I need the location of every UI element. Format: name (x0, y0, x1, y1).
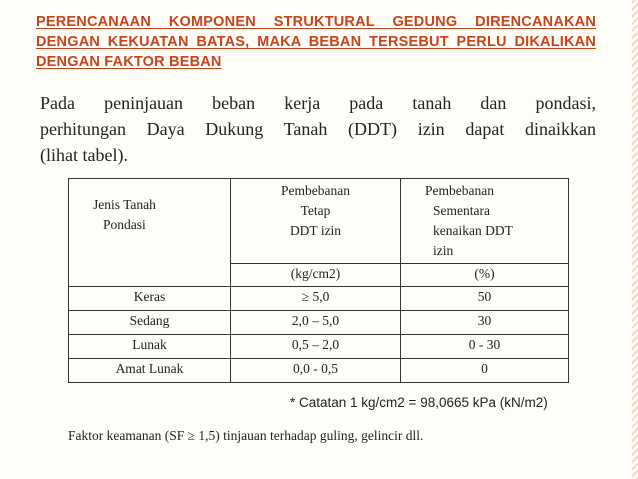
cell-kenaikan: 0 (401, 359, 569, 383)
cell-jenis: Lunak (69, 335, 231, 359)
title-line-2: DENGAN KEKUATAN BATAS, MAKA BEBAN TERSEBUT PERLU DIKALIKAN (36, 34, 596, 50)
cell-ddt: 2,0 – 5,0 (231, 311, 401, 335)
cell-jenis: Amat Lunak (69, 359, 231, 383)
header-sementara-line-3: kenaikan DDT (433, 223, 513, 238)
header-sementara-line-2: Sementara (433, 203, 490, 218)
cell-kenaikan: 30 (401, 311, 569, 335)
paragraph-line-2: perhitungan Daya Dukung Tanah (DDT) izin dapat dinaikkan (40, 119, 596, 139)
table-row (69, 335, 569, 359)
header-tetap-line-3: DDT izin (289, 223, 342, 238)
cell-ddt: ≥ 5,0 (231, 287, 401, 311)
cell-kenaikan: 0 - 30 (401, 335, 569, 359)
ddt-table (68, 178, 569, 383)
cell-kenaikan: 50 (401, 287, 569, 311)
header-jenis-line-1: Jenis Tanah (93, 197, 156, 212)
header-jenis-line-2: Pondasi (103, 217, 146, 232)
cell-jenis: Keras (69, 287, 231, 311)
cell-ddt: 0,5 – 2,0 (231, 335, 401, 359)
table-row (69, 311, 569, 335)
paragraph-line-1: Pada peninjauan beban kerja pada tanah dan pondasi, (40, 93, 596, 113)
body-paragraph (40, 90, 596, 168)
safety-factor-footer: Faktor keamanan (SF ≥ 1,5) tinjauan terhadap guling, gelincir dll. (68, 428, 424, 443)
unit-ddt: (kg/cm2) (231, 264, 401, 287)
unit-percent: (%) (401, 264, 569, 287)
header-pembebanan-tetap (231, 179, 401, 264)
title-line-3: DENGAN FAKTOR BEBAN (36, 54, 222, 70)
cell-ddt: 0,0 - 0,5 (231, 359, 401, 383)
decorative-stripe (632, 0, 638, 479)
paragraph-line-3: (lihat tabel). (40, 145, 128, 165)
header-tetap-line-1: Pembebanan (281, 183, 350, 198)
header-jenis-tanah (69, 179, 231, 287)
table-header-row (69, 179, 569, 264)
header-tetap-line-2: Tetap (300, 203, 331, 218)
header-sementara-line-1: Pembebanan (425, 183, 494, 198)
title-line-1: PERENCANAAN KOMPONEN STRUKTURAL GEDUNG DIRENCANAKAN (36, 14, 596, 30)
header-pembebanan-sementara (401, 179, 569, 264)
conversion-note: * Catatan 1 kg/cm2 = 98,0665 kPa (kN/m2) (290, 395, 548, 410)
header-sementara-line-4: izin (433, 243, 454, 258)
cell-jenis: Sedang (69, 311, 231, 335)
slide-title (36, 12, 596, 72)
table-row (69, 359, 569, 383)
table-row (69, 287, 569, 311)
